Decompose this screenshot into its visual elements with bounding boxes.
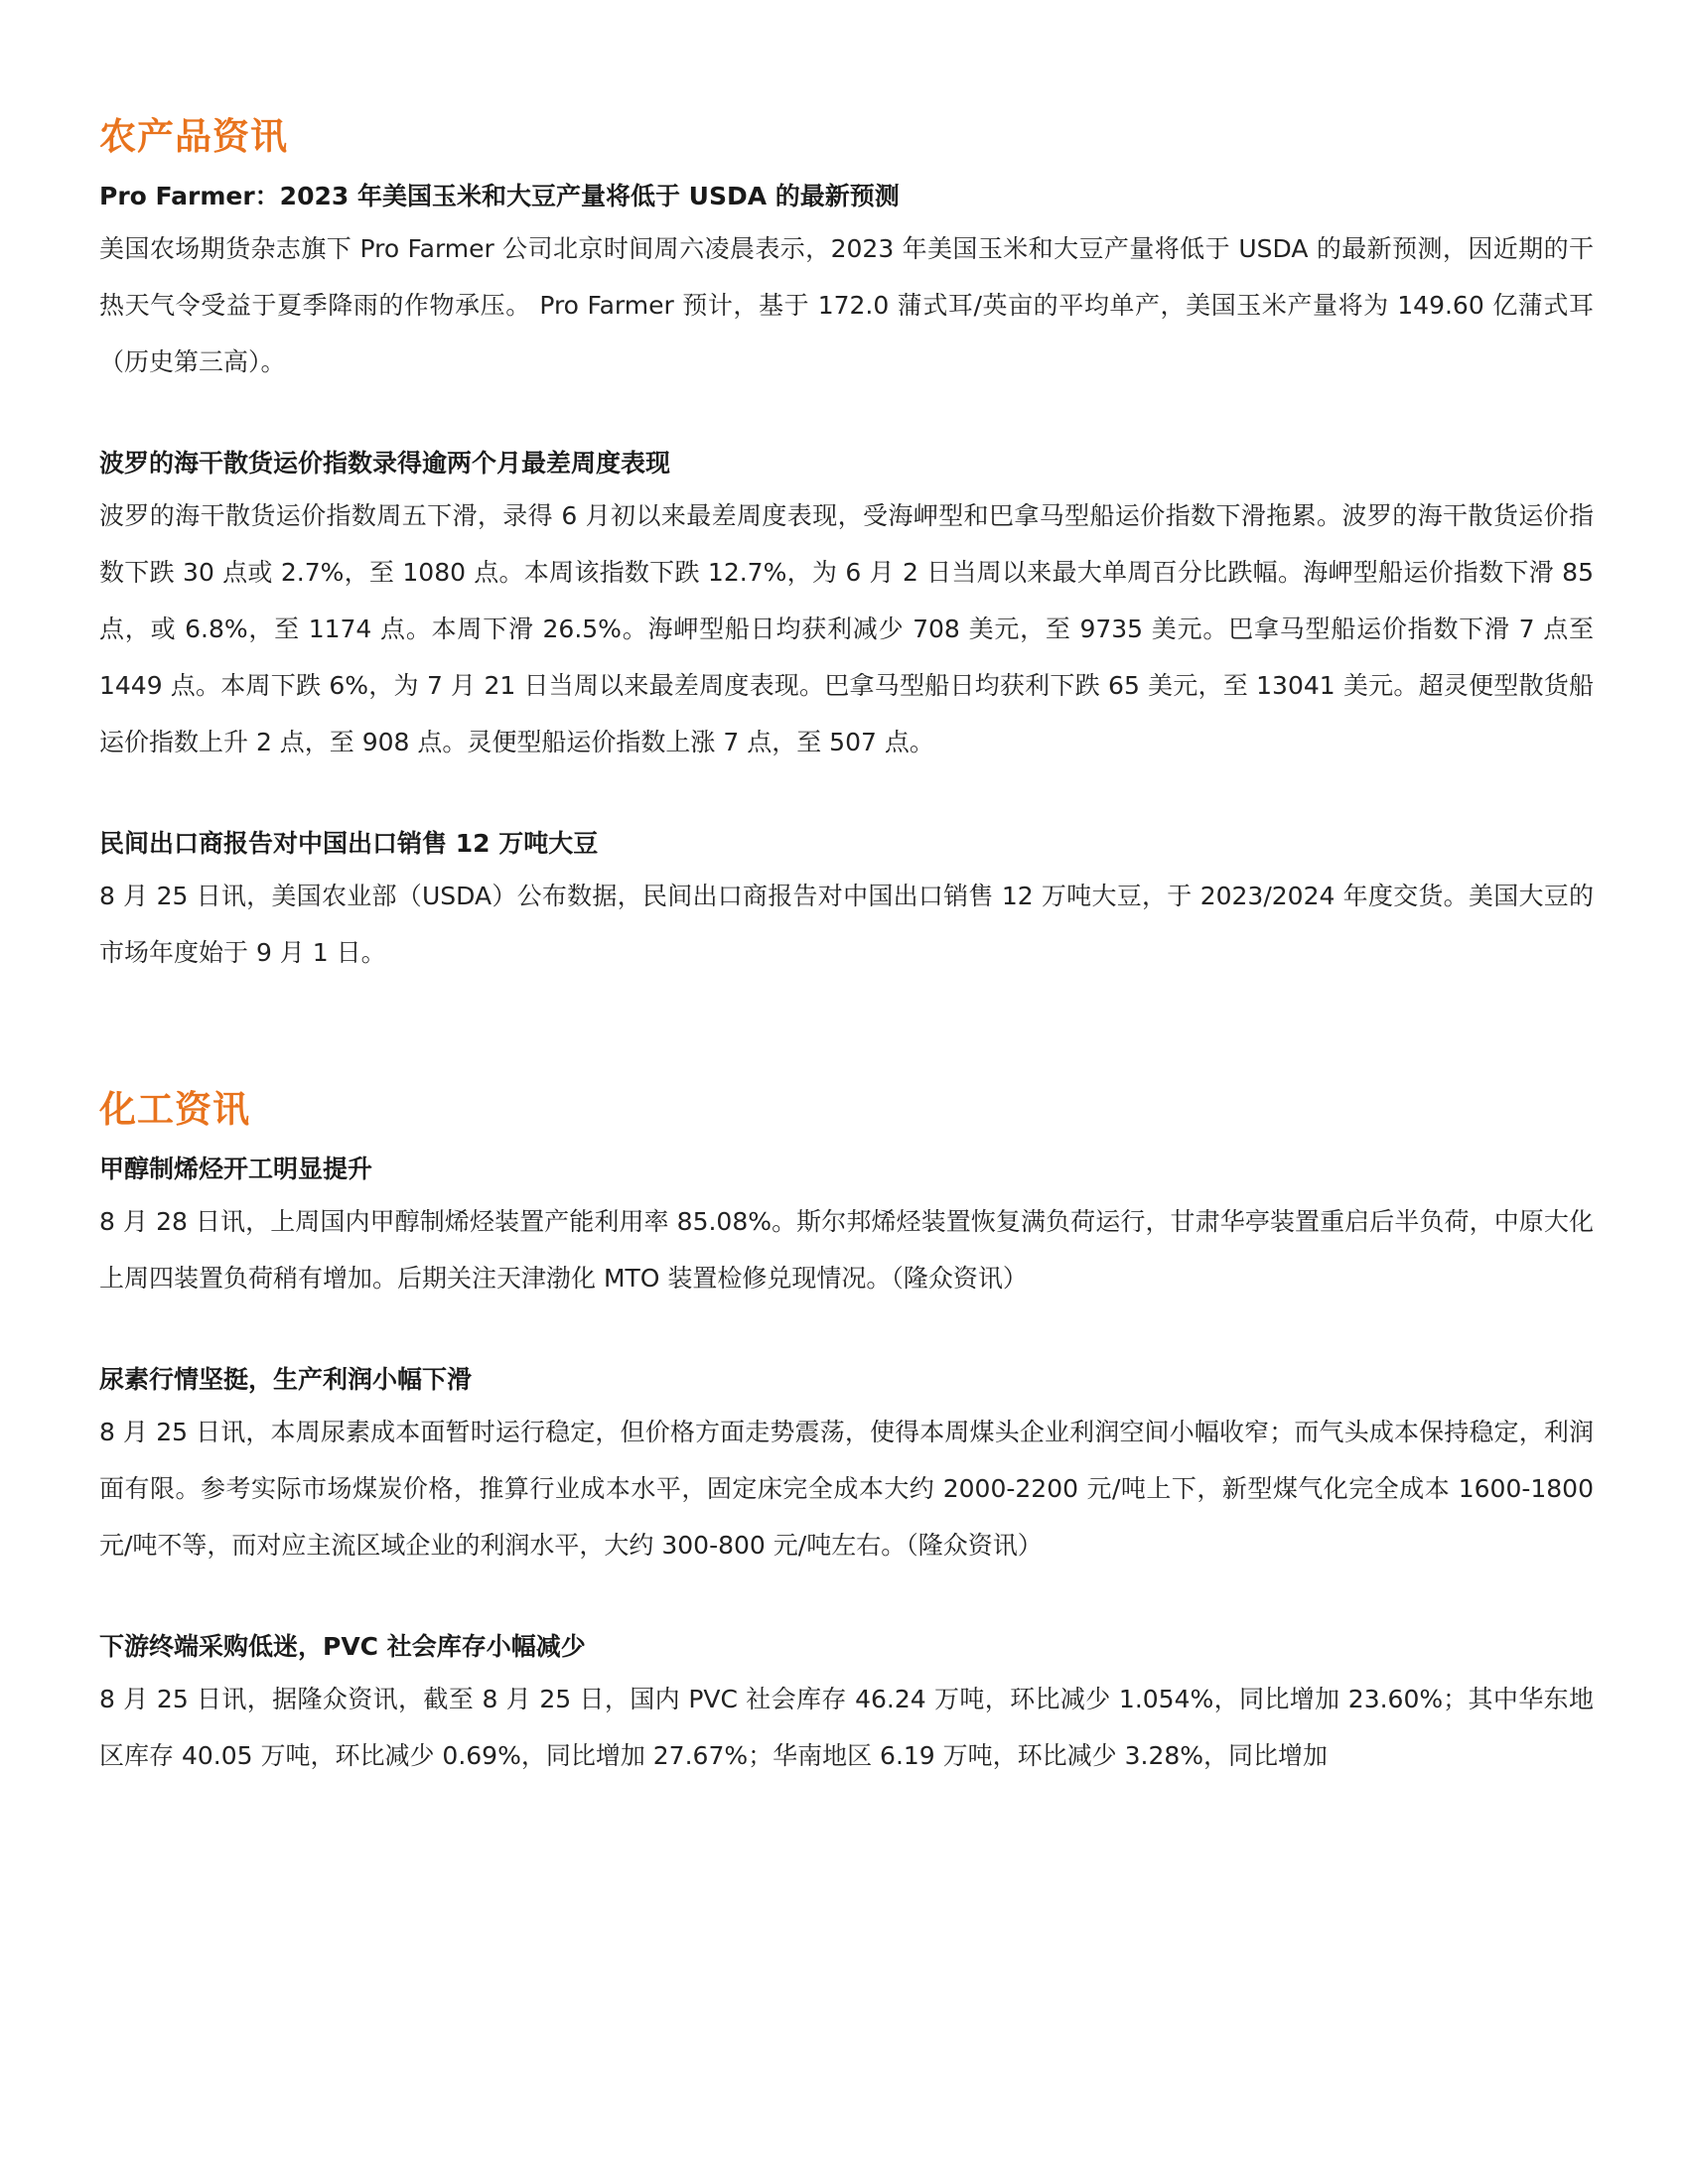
article-body: 美国农场期货杂志旗下 Pro Farmer 公司北京时间周六凌晨表示，2023 年美国玉米和大豆产量将低于 USDA 的最新预测，因近期的干热天气令受益于夏季降雨的作物承压。 Pro Farmer 预计，基于 172.0 蒲式耳/英亩的平均单产，美国玉米产量将为 149.60 亿蒲式耳（历史第三高）。 — [99, 234, 1594, 376]
article-headline: 尿素行情坚挺，生产利润小幅下滑 — [99, 1365, 473, 1394]
section-agriculture — [99, 107, 1594, 981]
document-page — [99, 107, 1594, 1784]
article-body: 8 月 25 日讯，据隆众资讯，截至 8 月 25 日，国内 PVC 社会库存 46.24 万吨，环比减少 1.054%，同比增加 23.60%；其中华东地区库存 40.05 万吨，环比减少 0.69%，同比增加 27.67%；华南地区 6.19 万吨，环比减少 3.28%，同比增加 — [99, 1685, 1594, 1770]
section-chemicals — [99, 1080, 1594, 1784]
article-headline: Pro Farmer：2023 年美国玉米和大豆产量将低于 USDA 的最新预测 — [99, 182, 900, 210]
article — [99, 440, 1594, 770]
article-headline: 民间出口商报告对中国出口销售 12 万吨大豆 — [99, 829, 599, 858]
article-headline: 波罗的海干散货运价指数录得逾两个月最差周度表现 — [99, 449, 671, 478]
article — [99, 820, 1594, 981]
article-body: 8 月 25 日讯，本周尿素成本面暂时运行稳定，但价格方面走势震荡，使得本周煤头企业利润空间小幅收窄；而气头成本保持稳定，利润面有限。参考实际市场煤炭价格，推算行业成本水平，固定床完全成本大约 2000-2200 元/吨上下，新型煤气化完全成本 1600-1800 元/吨不等，而对应主流区域企业的利润水平，大约 300-800 元/吨左右。（隆众资讯） — [99, 1418, 1594, 1560]
article — [99, 1623, 1594, 1784]
section-title: 农产品资讯 — [99, 115, 288, 158]
article-body: 波罗的海干散货运价指数周五下滑，录得 6 月初以来最差周度表现，受海岬型和巴拿马型船运价指数下滑拖累。波罗的海干散货运价指数下跌 30 点或 2.7%，至 1080 点。本周该指数下跌 12.7%，为 6 月 2 日当周以来最大单周百分比跌幅。海岬型船运价指数下滑 85 点，或 6.8%，至 1174 点。本周下滑 26.5%。海岬型船日均获利减少 708 美元，至 9735 美元。巴拿马型船运价指数下滑 7 点至 1449 点。本周下跌 6%，为 7 月 21 日当周以来最差周度表现。巴拿马型船日均获利下跌 65 美元，至 13041 美元。超灵便型散货船运价指数上升 2 点，至 908 点。灵便型船运价指数上涨 7 点，至 507 点。 — [99, 501, 1594, 756]
section-title: 化工资讯 — [99, 1088, 250, 1131]
article — [99, 173, 1594, 390]
article-body: 8 月 25 日讯，美国农业部（USDA）公布数据，民间出口商报告对中国出口销售 12 万吨大豆，于 2023/2024 年度交货。美国大豆的市场年度始于 9 月 1 日。 — [99, 882, 1594, 967]
article — [99, 1356, 1594, 1573]
article-headline: 甲醇制烯烃开工明显提升 — [99, 1155, 373, 1183]
article-headline: 下游终端采购低迷，PVC 社会库存小幅减少 — [99, 1632, 586, 1661]
article-body: 8 月 28 日讯，上周国内甲醇制烯烃装置产能利用率 85.08%。斯尔邦烯烃装置恢复满负荷运行，甘肃华亭装置重启后半负荷，中原大化上周四装置负荷稍有增加。后期关注天津渤化 MTO 装置检修兑现情况。（隆众资讯） — [99, 1207, 1594, 1293]
article — [99, 1146, 1594, 1306]
